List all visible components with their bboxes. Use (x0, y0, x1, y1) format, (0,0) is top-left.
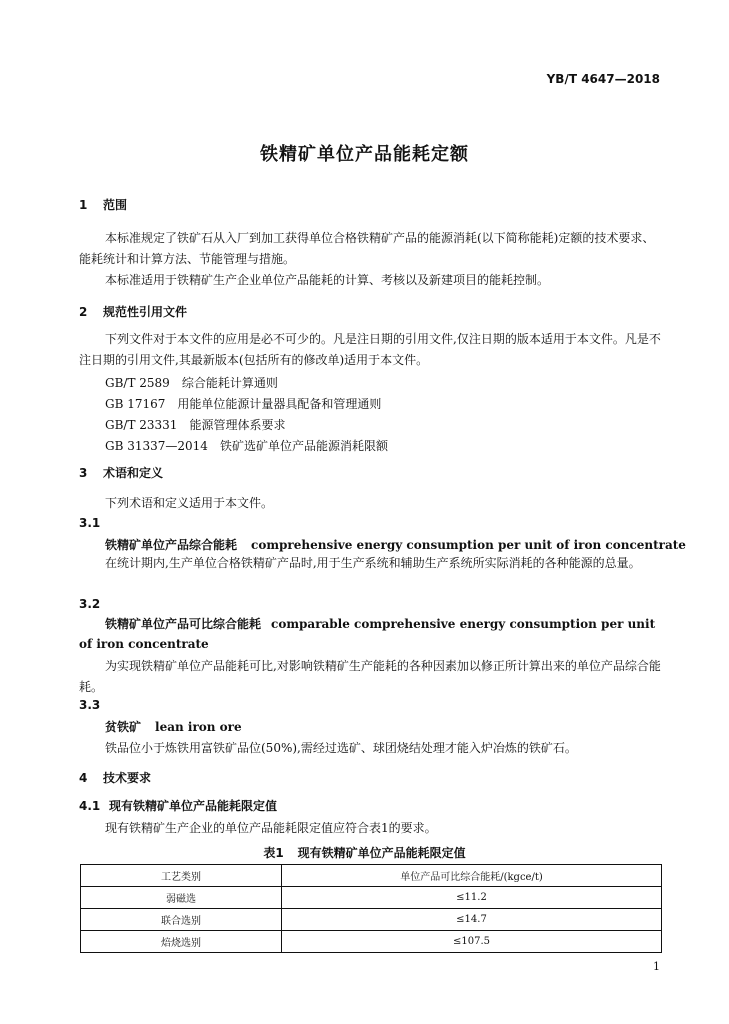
term-entry (105, 718, 242, 735)
table-row (81, 909, 662, 931)
term-definition: 在统计期内,生产单位合格铁精矿产品时,用于生产系统和辅助生产系统所实际消耗的各种能源的总量。 (105, 556, 641, 570)
table-cell-process: 联合选别 (81, 909, 282, 931)
term-name-zh: 铁精矿单位产品可比综合能耗 (105, 617, 262, 631)
section-heading-terms (79, 464, 163, 481)
section-number: 1 (79, 198, 88, 212)
table-caption-number: 表1 (263, 846, 284, 860)
section-title: 术语和定义 (103, 466, 164, 480)
table-caption-title: 现有铁精矿单位产品能耗限定值 (297, 846, 466, 860)
table-row (81, 931, 662, 953)
section-heading-technical-requirements (79, 769, 151, 786)
section-number: 2 (79, 305, 88, 319)
document-title: 铁精矿单位产品能耗定额 (260, 144, 469, 165)
table-header-row (81, 865, 662, 887)
energy-limit-table (80, 864, 662, 953)
reference-item (105, 437, 388, 454)
section-heading-scope (79, 196, 127, 213)
term-definition: 铁品位小于炼铁用富铁矿品位(50%),需经过选矿、球团烧结处理才能入炉冶炼的铁矿石。 (105, 741, 577, 755)
reference-code: GB/T 2589 (105, 376, 170, 390)
table-caption (0, 844, 729, 861)
reference-title: 综合能耗计算通则 (181, 376, 278, 390)
section-title: 技术要求 (103, 771, 152, 785)
section-number: 3 (79, 466, 88, 480)
column-header-energy: 单位产品可比综合能耗/(kgce/t) (282, 865, 662, 887)
section-title: 规范性引用文件 (103, 305, 188, 319)
subsection-heading (79, 797, 277, 814)
reference-item (105, 374, 278, 391)
reference-title: 用能单位能源计量器具配备和管理通则 (177, 397, 382, 411)
reference-code: GB 31337—2014 (105, 439, 208, 453)
section-number: 4 (79, 771, 88, 785)
reference-item (105, 416, 285, 433)
term-entry (79, 614, 661, 654)
term-number: 3.2 (79, 597, 101, 611)
subsection-title: 现有铁精矿单位产品能耗限定值 (109, 799, 278, 813)
term-name-zh: 贫铁矿 (105, 720, 142, 734)
scope-paragraph-2: 本标准适用于铁精矿生产企业单位产品能耗的计算、考核以及新建项目的能耗控制。 (105, 273, 550, 287)
table-cell-value: ≤11.2 (282, 887, 662, 909)
term-definition: 为实现铁精矿单位产品能耗可比,对影响铁精矿生产能耗的各种因素加以修正所计算出来的单位产品综合能耗。 (79, 659, 661, 694)
term-name-zh: 铁精矿单位产品综合能耗 (105, 538, 238, 552)
table-cell-value: ≤14.7 (282, 909, 662, 931)
normative-paragraph: 下列文件对于本文件的应用是必不可少的。凡是注日期的引用文件,仅注日期的版本适用于本文件。凡是不注日期的引用文件,其最新版本(包括所有的修改单)适用于本文件。 (79, 332, 661, 367)
reference-item (105, 395, 381, 412)
table-cell-process: 弱磁选 (81, 887, 282, 909)
reference-code: GB 17167 (105, 397, 166, 411)
tech-paragraph: 现有铁精矿生产企业的单位产品能耗限定值应符合表1的要求。 (105, 821, 437, 835)
scope-paragraph-1: 本标准规定了铁矿石从入厂到加工获得单位合格铁精矿产品的能源消耗(以下简称能耗)定额的技术要求、能耗统计和计算方法、节能管理与措施。 (79, 231, 655, 266)
reference-title: 能源管理体系要求 (189, 418, 286, 432)
term-name-en: comprehensive energy consumption per unit of iron concentrate (251, 538, 686, 552)
subsection-number: 4.1 (79, 799, 101, 813)
table-row (81, 887, 662, 909)
term-name-en: comparable comprehensive energy consumption per unit of iron concentrate (79, 617, 656, 651)
terms-intro: 下列术语和定义适用于本文件。 (105, 496, 274, 510)
term-name-en: lean iron ore (155, 720, 242, 734)
column-header-process: 工艺类别 (81, 865, 282, 887)
term-number: 3.1 (79, 516, 101, 530)
document-code: YB/T 4647—2018 (546, 72, 660, 86)
term-number: 3.3 (79, 698, 101, 712)
section-title: 范围 (103, 198, 128, 212)
page-number: 1 (653, 960, 660, 973)
reference-title: 铁矿选矿单位产品能源消耗限额 (219, 439, 388, 453)
table-cell-value: ≤107.5 (282, 931, 662, 953)
reference-code: GB/T 23331 (105, 418, 178, 432)
term-entry (105, 536, 686, 553)
section-heading-normative-references (79, 303, 187, 320)
table-cell-process: 焙烧选别 (81, 931, 282, 953)
